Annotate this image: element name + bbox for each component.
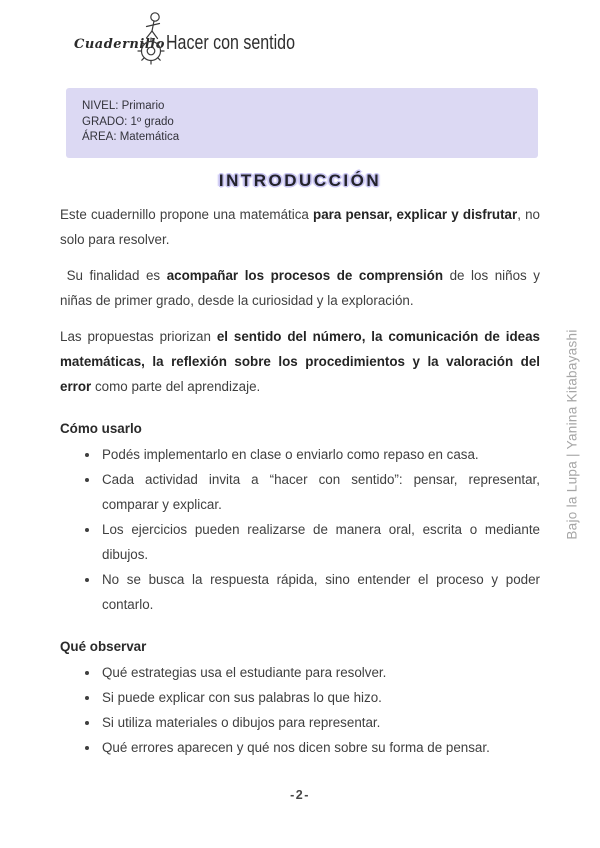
brand-title-label: Hacer con sentido bbox=[166, 32, 295, 54]
page-title: INTRODUCCIÓN bbox=[218, 171, 382, 190]
bullet-list bbox=[60, 660, 540, 760]
info-line: NIVEL: Primario bbox=[82, 100, 165, 112]
section bbox=[60, 634, 540, 760]
bullet-item: • Podés implementarlo en clase o enviarlo como repaso en casa. bbox=[100, 442, 540, 467]
section bbox=[60, 416, 540, 617]
brand-script-label: Cuadernillo bbox=[74, 37, 165, 52]
paragraph: Este cuadernillo propone una matemática para pensar, explicar y disfrutar, no solo para resolver. bbox=[60, 207, 540, 247]
section-heading: Qué observar bbox=[60, 639, 147, 654]
paragraph: Las propuestas priorizan el sentido del número, la comunicación de ideas matemáticas, la reflexión sobre los procedimientos y la valoración del error como parte del aprendizaje. bbox=[60, 329, 540, 394]
vertical-watermark: Bajo la Lupa | Yanina Kitabayashi bbox=[564, 329, 580, 540]
bullet-item: • No se busca la respuesta rápida, sino entender el proceso y poder contarlo. bbox=[100, 567, 540, 617]
paragraph: Su finalidad es acompañar los procesos de comprensión de los niños y niñas de primer grado, desde la curiosidad y la exploración. bbox=[60, 268, 540, 308]
info-line: GRADO: 1º grado bbox=[82, 115, 174, 128]
sections-block bbox=[60, 416, 540, 760]
page-header bbox=[0, 0, 600, 78]
gear-stick-figure-icon bbox=[134, 10, 170, 71]
bullet-item: • Qué estrategias usa el estudiante para resolver. bbox=[100, 660, 540, 685]
bullet-item: • Cada actividad invita a “hacer con sentido”: pensar, representar, comparar y explicar. bbox=[100, 467, 540, 517]
paragraphs-block bbox=[60, 202, 540, 399]
section-heading: Cómo usarlo bbox=[60, 421, 142, 436]
bullet-item: • Qué errores aparecen y qué nos dicen sobre su forma de pensar. bbox=[100, 735, 540, 760]
main-content bbox=[60, 202, 540, 760]
level-info-box bbox=[66, 88, 538, 158]
info-line: ÁREA: Matemática bbox=[82, 131, 180, 143]
bullet-item: • Si utiliza materiales o dibujos para representar. bbox=[100, 710, 540, 735]
page-number: -2- bbox=[290, 788, 310, 802]
bullet-item: • Los ejercicios pueden realizarse de manera oral, escrita o mediante dibujos. bbox=[100, 517, 540, 567]
bullet-item: • Si puede explicar con sus palabras lo que hizo. bbox=[100, 685, 540, 710]
bullet-list bbox=[60, 442, 540, 617]
